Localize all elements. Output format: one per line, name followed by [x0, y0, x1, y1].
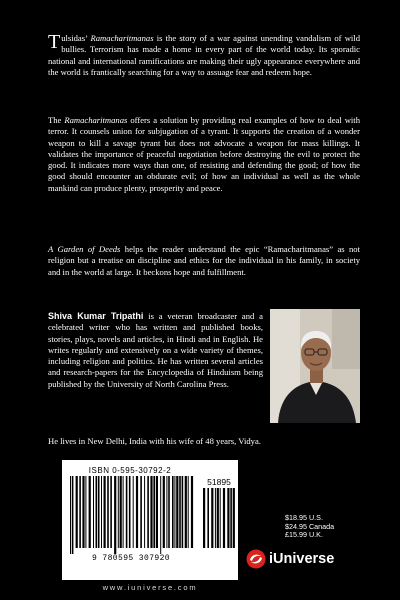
barcode-bar — [118, 476, 119, 548]
author-bio — [48, 311, 263, 390]
price-code: 51895 — [207, 477, 231, 487]
barcode-bar — [76, 476, 78, 548]
publisher-logo — [246, 548, 360, 570]
price-barcode — [203, 488, 235, 554]
barcode-bar — [211, 488, 213, 548]
barcode-bar — [179, 476, 181, 548]
barcode-bar — [110, 476, 112, 548]
barcode-bar — [217, 488, 219, 548]
barcode-bar — [163, 476, 165, 548]
barcode-bar — [101, 476, 102, 548]
author-name: Shiva Kumar Tripathi — [48, 311, 144, 321]
barcode-bar — [220, 488, 221, 548]
barcode-bar — [133, 476, 134, 548]
price-list — [285, 514, 355, 540]
para1-lead: ulsidas’ — [61, 33, 91, 43]
barcode-bar — [153, 476, 155, 548]
para2-title: Ramacharitmanas — [64, 115, 128, 125]
barcode-bar — [150, 476, 152, 548]
barcode-bar — [160, 476, 161, 554]
barcode-bar — [144, 476, 145, 548]
author-residence: He lives in New Delhi, India with his wife of 48 years, Vidya. — [48, 436, 261, 446]
barcode-bar — [70, 476, 71, 554]
barcode-bar — [93, 476, 94, 548]
barcode-bar — [168, 476, 170, 548]
ean-barcode — [70, 476, 196, 554]
barcode-bar — [185, 476, 187, 548]
barcode-bar — [182, 476, 184, 548]
barcode-bar — [203, 488, 205, 548]
price-canada: $24.95 Canada — [285, 521, 335, 531]
isbn-number-bottom: 9 780595 307920 — [91, 554, 170, 563]
barcode-bar — [147, 476, 149, 548]
barcode-bar — [174, 476, 175, 548]
barcode-bar — [233, 488, 235, 548]
barcode-bar — [72, 476, 74, 554]
barcode-bar — [215, 488, 216, 548]
barcode-bar — [98, 476, 100, 548]
para2-lead: The — [48, 115, 65, 125]
drop-cap: T — [48, 31, 61, 53]
barcode-bar — [136, 476, 138, 548]
para3-rest: helps the reader understand the epic “Ramacharitmanas” as not religion but a treatise on discipline and ethics for the individual in his family, in society and in the world at large. It beckons hope and fulfillment. — [48, 244, 360, 277]
price-uk: £15.99 U.K. — [285, 530, 323, 540]
author-bio-text: is a veteran broadcaster and a celebrated writer who has written and published books, stories, plays, novels and articles, in Hindi and in English. He writes regularly and extensively on a wide variety of themes, including religion and politics. He has written several articles and research-papers for the Encyclopedia of Hinduism being published by the University of North Carolina Press. — [48, 311, 263, 389]
barcode-bar — [104, 476, 106, 548]
logo-mark-circle — [247, 550, 266, 569]
synopsis-paragraph-2 — [48, 115, 360, 194]
barcode-bar — [188, 476, 189, 548]
synopsis-paragraph-1 — [48, 33, 360, 78]
price-us: $18.95 U.S. — [285, 513, 323, 522]
barcode-bar — [230, 488, 232, 548]
para1-title: Ramacharitmanas — [90, 33, 154, 43]
synopsis-paragraph-3 — [48, 244, 360, 278]
iuniverse-swirl-icon — [246, 549, 266, 569]
barcode-bar — [172, 476, 174, 548]
isbn-number-top: ISBN 0-595-30792-2 — [88, 466, 172, 475]
barcode-bar — [140, 476, 142, 548]
barcode-bar — [120, 476, 122, 548]
barcode-bar — [126, 476, 128, 548]
barcode-bar — [114, 476, 116, 554]
publisher-website[interactable]: www.iuniverse.com — [102, 583, 198, 592]
barcode-bar — [107, 476, 109, 548]
barcode-bar — [89, 476, 91, 548]
barcode-bar — [123, 476, 124, 548]
para2-rest: offers a solution by providing real examples of how to deal with terror. It counsels union for subjugation of a tyrant. It supports the creation of a wonder weapon to kill a savage tyrant but does not advocate a weapon for mass killings. It validates the importance of peaceful negotiation before destroying the evil to protect the good. It indicates more ways than one, of resisting and defending the good; of how the good should encounter an obdurate evil; of how an individual as well as the whole mankind can produce plenty, prosperity and peace. — [48, 115, 360, 193]
para1-rest: is the story of a war against unending vandalism of wild bullies. Terrorism has made a home in every part of the world today. Its sporadic national and international ramifications are making their ugly appearance everywhere and the world is frantically searching for a way to assuage fear and redeem hope. — [48, 33, 360, 77]
barcode-bar — [227, 488, 229, 548]
barcode-bar — [96, 476, 98, 548]
barcode-bar — [85, 476, 86, 548]
barcode-bar — [129, 476, 131, 548]
barcode-bar — [191, 476, 193, 548]
barcode-bar — [207, 488, 209, 548]
barcode-bar — [176, 476, 178, 548]
barcode-bar — [223, 488, 225, 548]
publisher-name: iUniverse — [269, 551, 335, 567]
barcode-bar — [166, 476, 167, 548]
author-photo — [270, 309, 360, 423]
book-title: A Garden of Deeds — [48, 244, 121, 254]
isbn-barcode-panel — [62, 460, 238, 580]
barcode-bar — [156, 476, 158, 548]
barcode-bar — [79, 476, 81, 548]
barcode-bar — [82, 476, 84, 548]
